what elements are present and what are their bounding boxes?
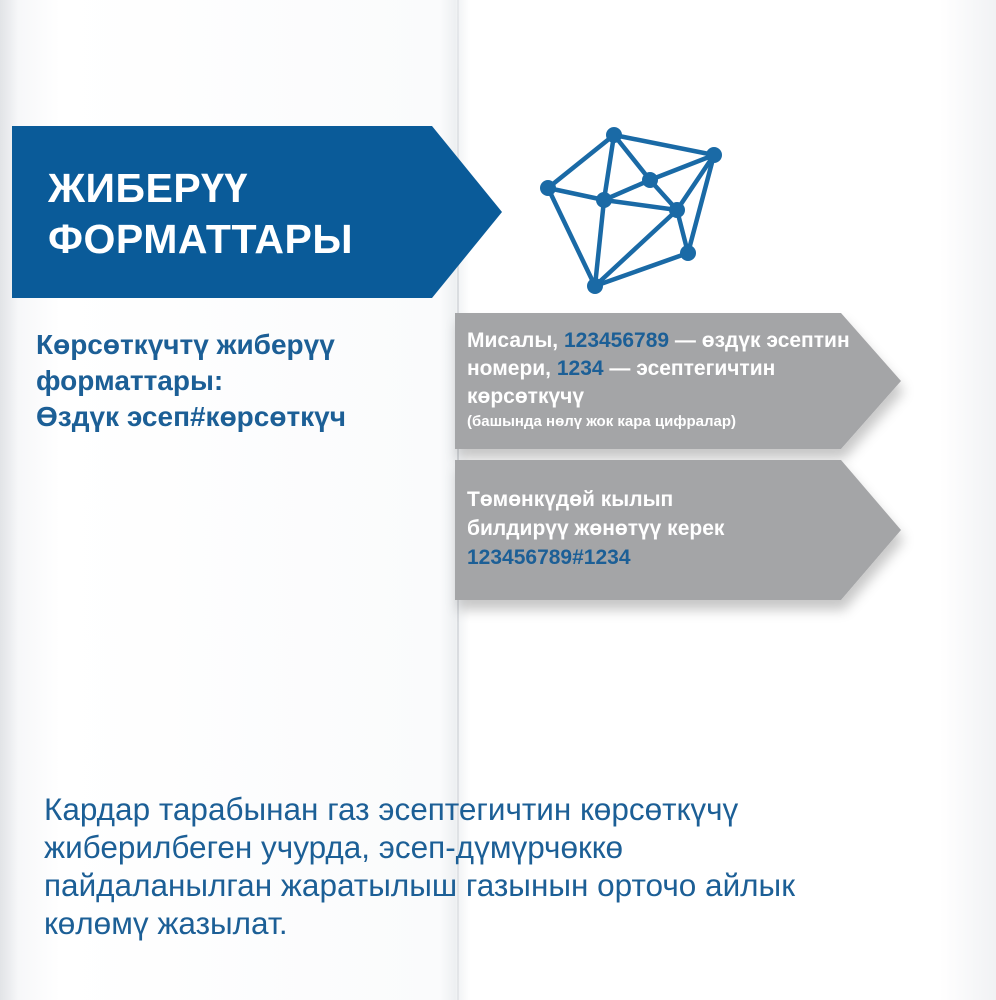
instruction-callout [455,460,901,600]
example-callout [455,313,901,449]
title-banner [12,126,502,298]
formats-subtitle [36,327,446,435]
footer-note [44,790,964,942]
instruction-line-1: Төмөнкүдөй кылып [467,488,674,511]
footer-line-3: пайдаланылган жаратылыш газынын орточо айлык [44,867,795,903]
example-text [467,327,867,433]
example-prefix: Мисалы, [467,329,564,352]
instruction-line-2: билдирүү жөнөтүү керек [467,517,725,540]
subtitle-line-2: форматтары: [36,365,224,396]
footer-line-2: жиберилбеген учурда, эсеп-дүмүрчөккө [44,829,624,865]
network-polyhedron-icon [536,120,726,300]
subtitle-line-3: Өздүк эсеп#көрсөткүч [36,401,347,432]
subtitle-line-1: Көрсөткүчтү жиберүү [36,329,335,360]
page-title [48,163,353,265]
example-account-number: 123456789 [563,329,670,352]
instruction-text [467,485,847,572]
example-reading: 1234 [556,357,604,380]
footer-line-1: Кардар тарабынан газ эсептегичтин көрсөткүчү [44,791,739,827]
example-mid-1: — өздүк эсептин номери, [467,329,850,380]
title-line-1: ЖИБЕРҮҮ [48,165,248,211]
instruction-code: 123456789#1234 [467,546,631,569]
footer-line-4: көлөмү жазылат. [44,905,288,941]
title-line-2: ФОРМАТТАРЫ [48,216,354,262]
example-note: (башында нөлү жок кара цифралар) [467,413,736,430]
example-mid-2: — эсептегичтин көрсөткүчү [467,357,776,408]
